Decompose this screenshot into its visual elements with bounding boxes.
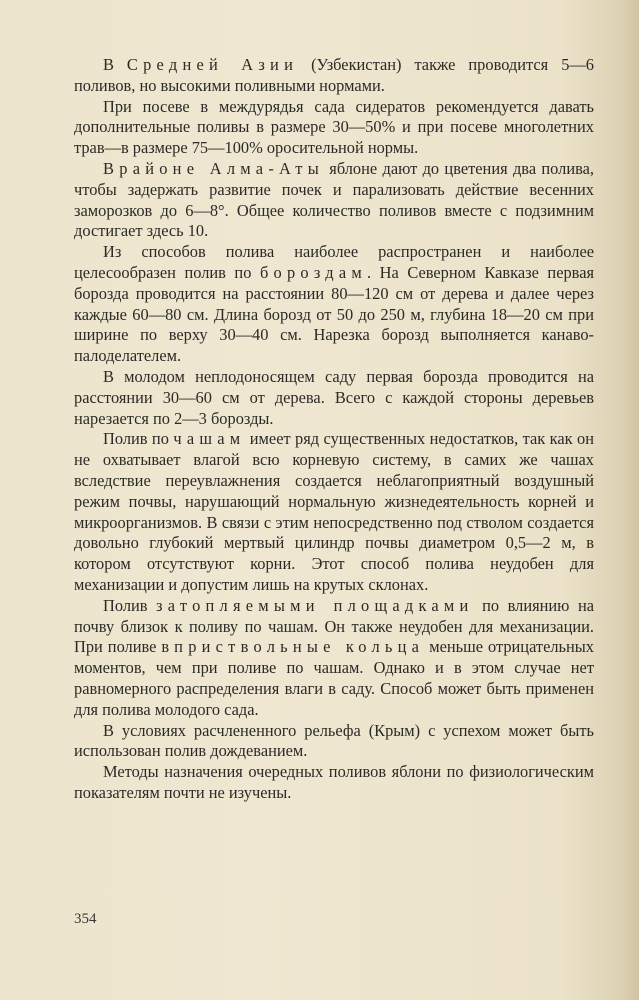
text-run: Полив (103, 595, 157, 615)
page-number: 354 (74, 911, 97, 927)
body-text (74, 55, 594, 804)
text-run: Полив по (103, 429, 174, 449)
text-run: меньше отрицательных моментов, чем при поливе по чашам. Однако и в этом случае нет равномерного распределения влаги в саду. Способ может быть применен для полива молодого сада. (74, 637, 594, 719)
spaced-emphasis: районе Алма-Аты (119, 158, 324, 178)
text-run: В (103, 158, 120, 178)
text-run: яблоне дают до цветения два полива, чтобы задержать развитие почек и парализовать действие весенних заморозков до 6—8°. Общее количество поливов вместе с подзимним достигает здесь 10. (74, 158, 594, 241)
paragraph (74, 721, 594, 763)
paragraph (74, 762, 594, 804)
text-run: Методы назначения очередных поливов яблони по физиологическим показателям почти не изучены. (74, 762, 594, 802)
text-run: . На Северном Кавказе первая борозда проводится на расстоянии 80—120 см от дерева и далее через каждые 60—80 см. Длина борозд от 50 до 250 м, глубина 18—20 см при ширине по верху 30—40 см. Нарезка борозд выполняется канаво-палоделателем. (74, 262, 595, 366)
text-run: В условиях расчлененного рельефа (Крым) с успехом может быть использован полив дождеванием. (74, 720, 594, 761)
text-run: В (103, 55, 127, 74)
spaced-emphasis: бороздам (259, 262, 368, 282)
paragraph (74, 55, 594, 97)
spaced-emphasis: затопляемыми площадками (156, 595, 474, 615)
paragraph (74, 367, 594, 429)
text-run: При посеве в междурядья сада сидератов рекомендуется давать дополнительные поливы в размере 30—50% и при посеве многолетних трав—в размере 75—100% оросительной нормы. (74, 96, 594, 158)
text-run: имеет ряд существенных недостатков, так как он не охватывает влагой всю корневую систему, в самих же чашах вследствие переувлажнения создается неблагоприятный воздушный режим почвы, нарушающий нормальную жизнедеятельность корней и микроорганизмов. В связи с этим непосредственно под стволом создается довольно глубокий мертвый цилиндр почвы диаметром 0,5—2 м, в котором отсутствуют корни. Этот способ полива неудобен для механизации и допустим лишь на крутых склонах. (74, 429, 595, 594)
text-run: В молодом неплодоносящем саду первая борозда проводится на расстоянии 30—60 см от дерева. Всего с каждой стороны деревьев нарезается по 2—3 борозды. (74, 366, 594, 428)
paragraph (74, 429, 594, 595)
spaced-emphasis: Средней Азии (126, 55, 299, 74)
spaced-emphasis: чашам (173, 429, 246, 449)
paragraph (74, 159, 594, 242)
text-run: Из способов полива наиболее распространен и наиболее целесообразен полив по (74, 242, 594, 282)
text-run: по влиянию на почву близок к поливу по чашам. Он также неудобен для механизации. При поливе в (74, 595, 595, 657)
spaced-emphasis: приствольные кольца (174, 637, 425, 657)
paragraph (74, 242, 594, 367)
text-run: (Узбекистан) также проводится 5—6 поливов, но высокими поливными нормами. (74, 55, 594, 95)
paragraph (74, 97, 594, 159)
paragraph (74, 596, 594, 721)
